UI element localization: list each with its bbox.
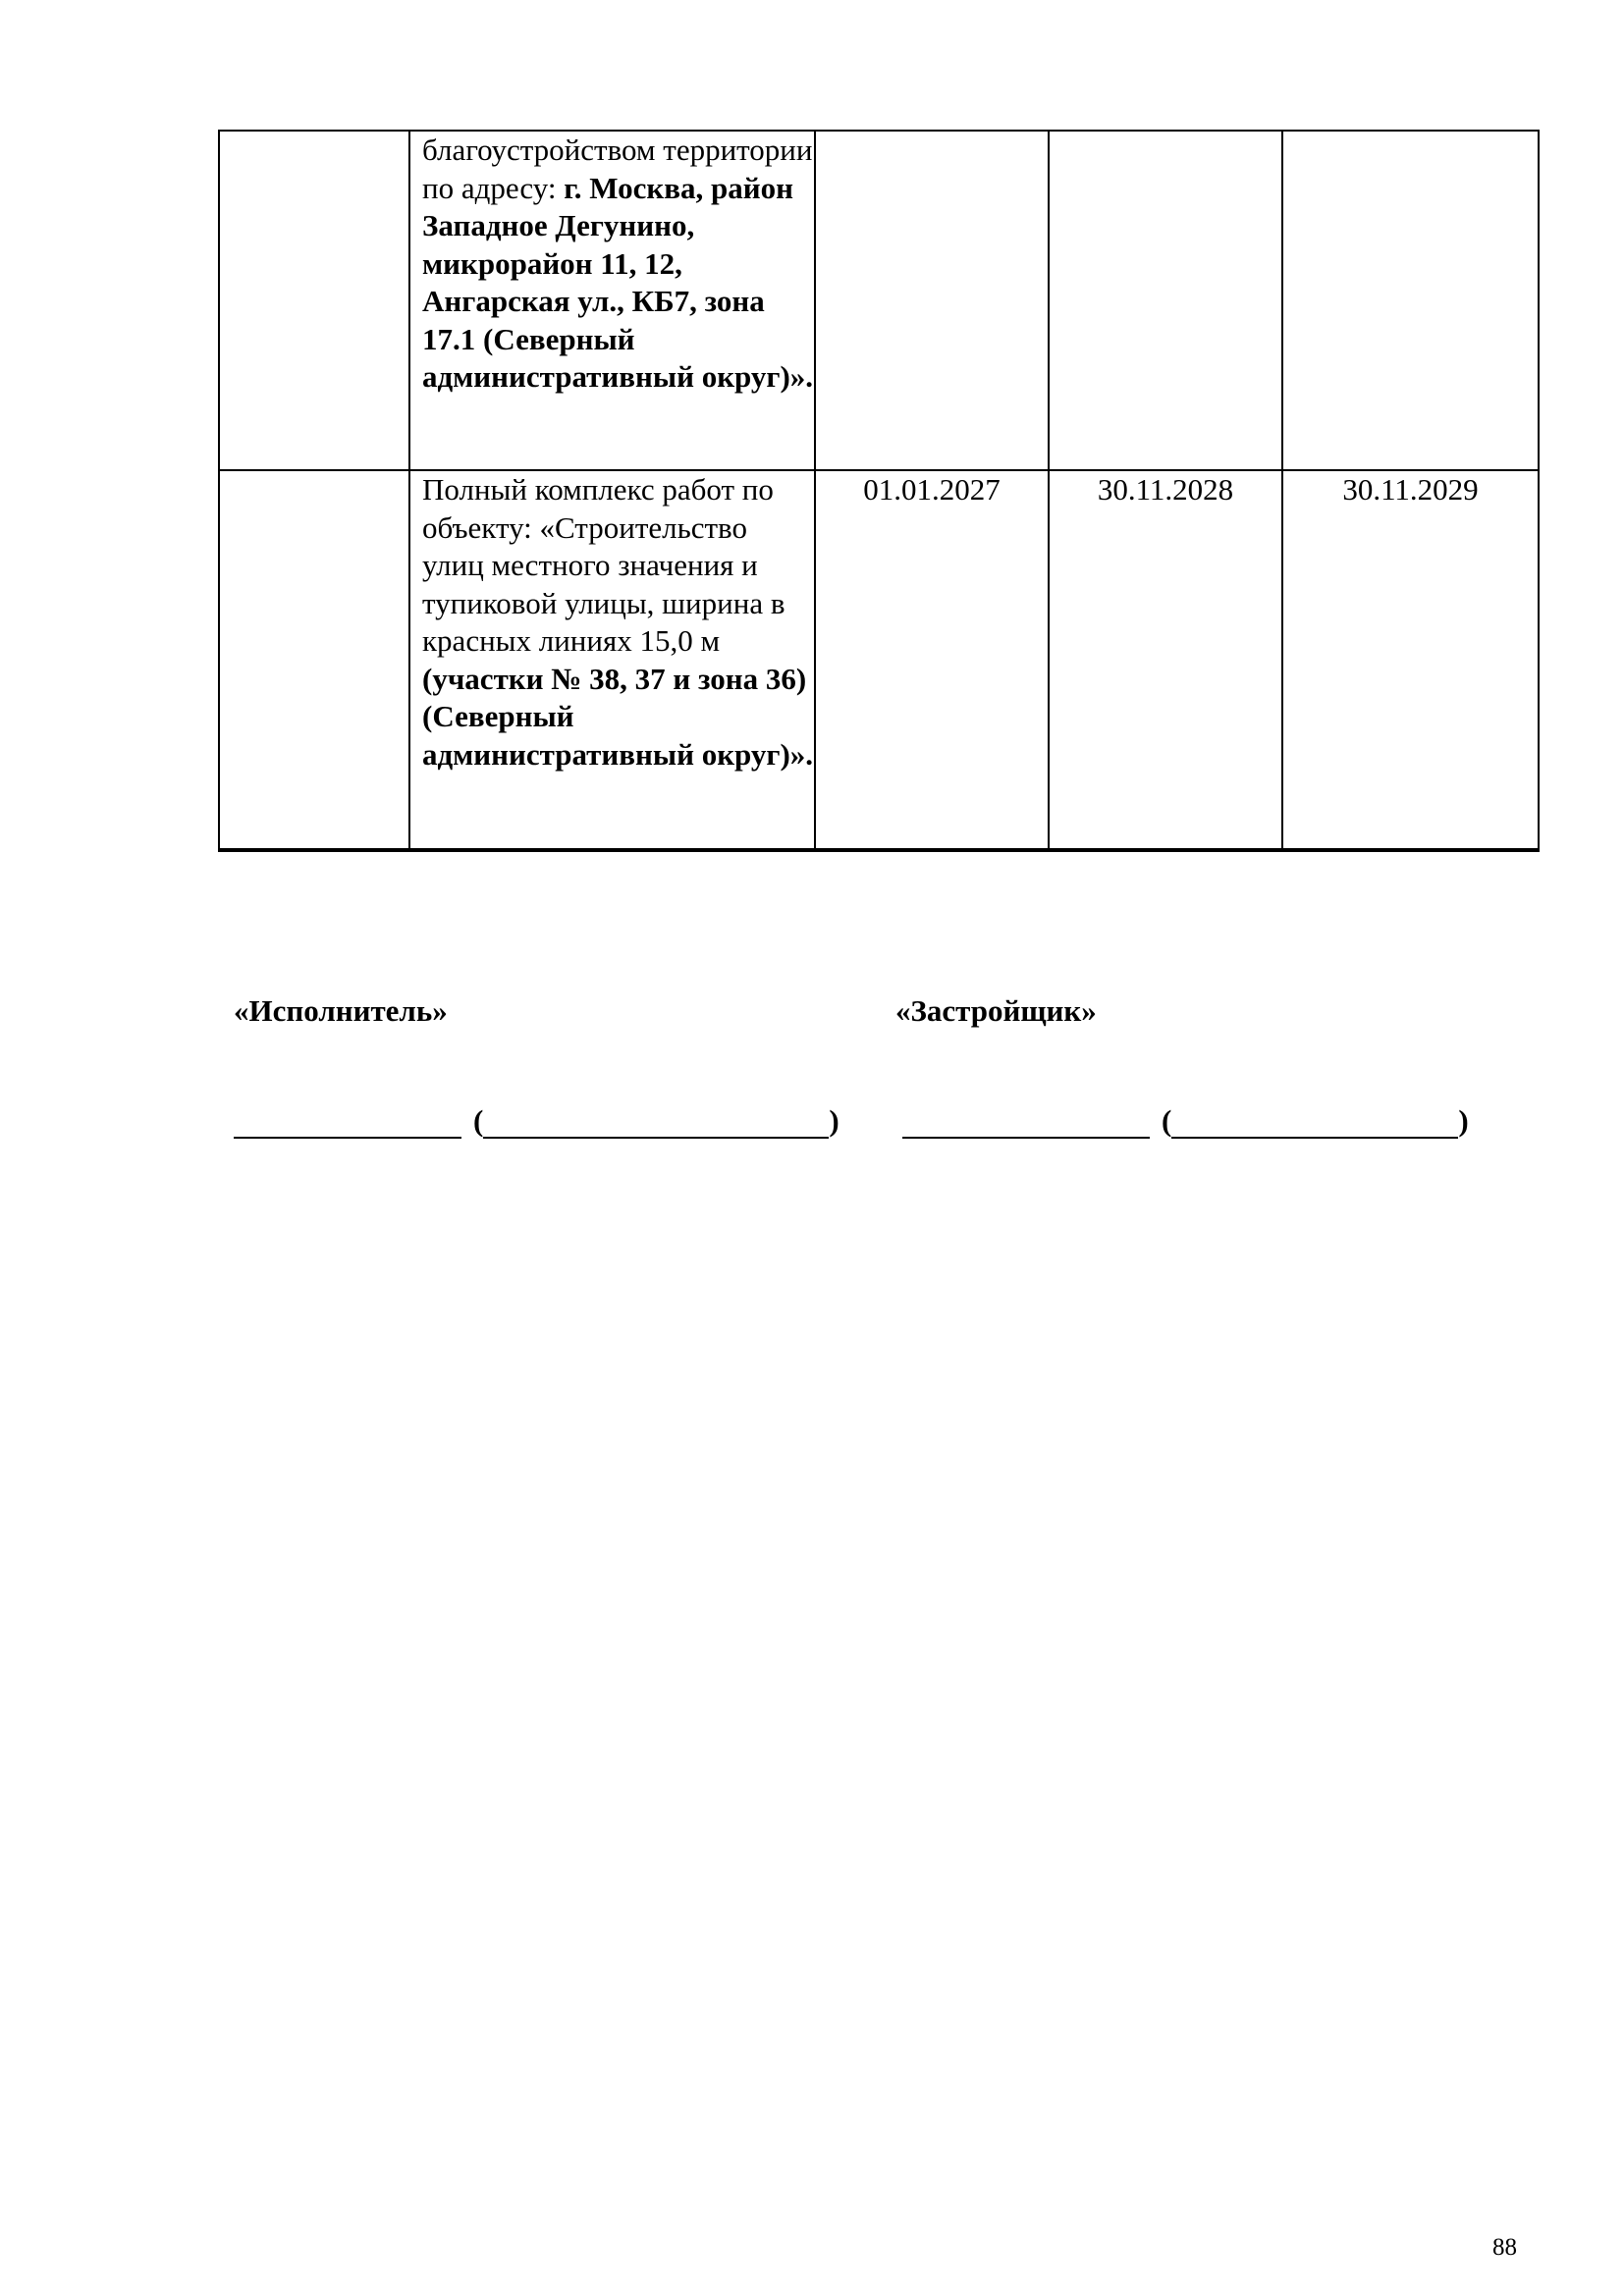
schedule-table xyxy=(218,130,1540,852)
table-cell-description xyxy=(409,470,815,850)
table-cell-description xyxy=(409,131,815,470)
page-number: 88 xyxy=(1492,2234,1517,2261)
description-text: благоустройством территории по адресу: xyxy=(422,133,813,205)
table-cell-date-mid xyxy=(1049,131,1282,470)
executor-close-paren: ) xyxy=(829,1103,839,1138)
executor-signature-line xyxy=(234,1103,839,1139)
table-cell-number xyxy=(219,131,409,470)
developer-name-blank xyxy=(1171,1107,1458,1139)
developer-label: «Застройщик» xyxy=(895,993,1097,1028)
description-text-bold: г. Москва, район Западное Дегунино, микрорайон 11, 12, Ангарская ул., КБ7, зона 17.1 (Северный административный округ)». xyxy=(422,170,814,394)
table-cell-date-mid: 30.11.2028 xyxy=(1049,470,1282,850)
executor-signature-blank xyxy=(234,1107,461,1139)
executor-open-paren: ( xyxy=(473,1103,484,1138)
developer-signature-blank xyxy=(902,1107,1150,1139)
table-cell-date-end xyxy=(1282,131,1539,470)
developer-signature-line xyxy=(902,1103,1469,1139)
table-row xyxy=(219,470,1539,850)
description-text: Полный комплекс работ по объекту: «Строительство улиц местного значения и тупиковой улицы, ширина в красных линиях 15,0 м xyxy=(422,472,785,658)
table-cell-date-start xyxy=(815,131,1049,470)
executor-label: «Исполнитель» xyxy=(234,993,448,1028)
table-row xyxy=(219,131,1539,470)
developer-close-paren: ) xyxy=(1458,1103,1469,1138)
developer-open-paren: ( xyxy=(1162,1103,1172,1138)
table-cell-date-end: 30.11.2029 xyxy=(1282,470,1539,850)
description-text-bold: (участки № 38, 37 и зона 36) (Северный административный округ)». xyxy=(422,661,814,772)
table-cell-number xyxy=(219,470,409,850)
executor-name-blank xyxy=(483,1107,829,1139)
table-cell-date-start: 01.01.2027 xyxy=(815,470,1049,850)
